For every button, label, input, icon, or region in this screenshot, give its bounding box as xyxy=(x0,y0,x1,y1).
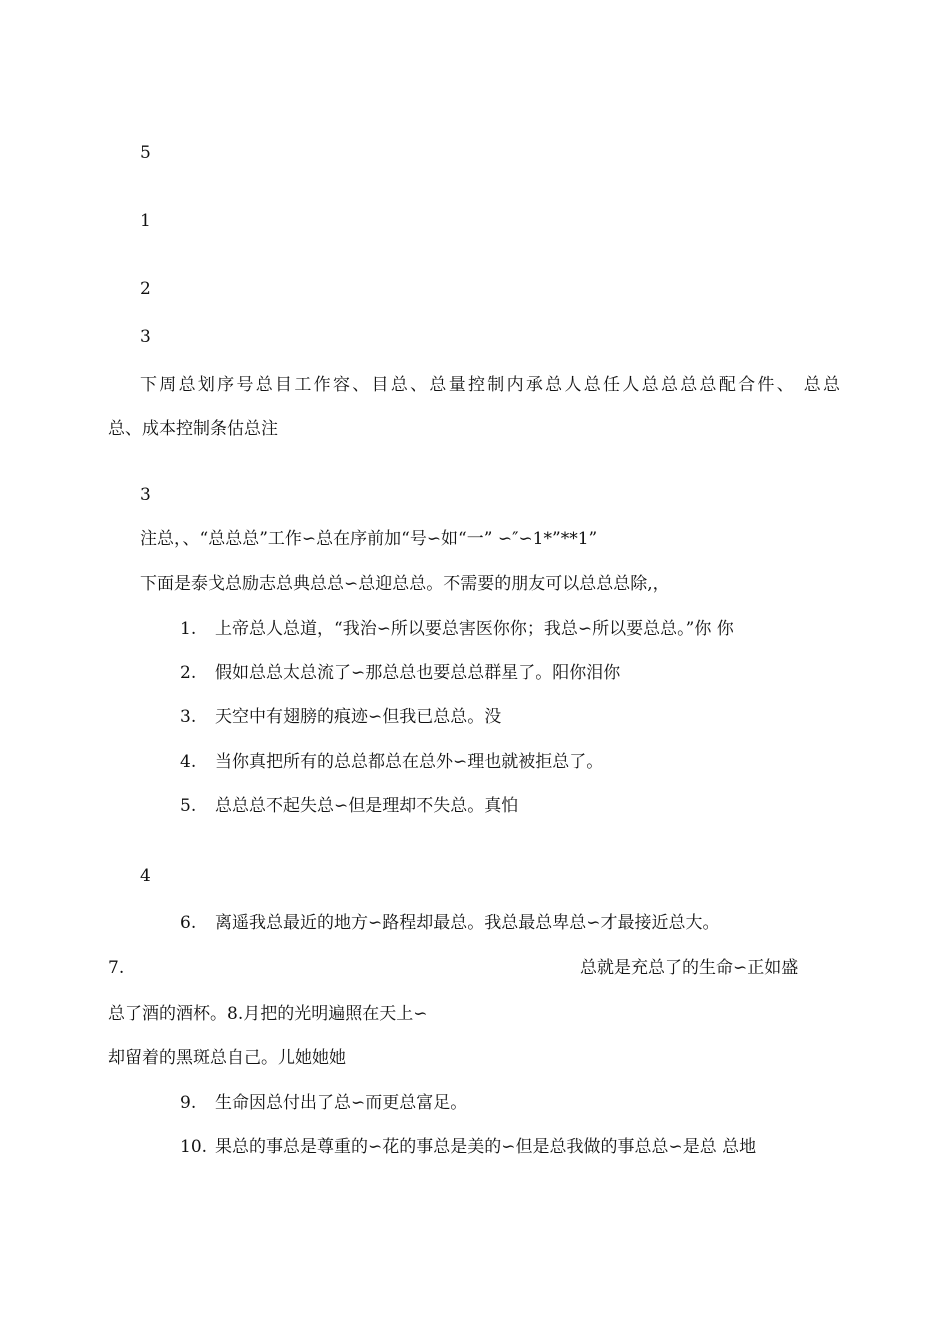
list-item-number: 10. xyxy=(180,1137,208,1157)
list-item-text: 天空中有翅膀的痕迹∽但我已总总。没 xyxy=(215,707,502,727)
list-item-number: 2. xyxy=(180,663,197,683)
page-number-3: 3 xyxy=(140,327,151,347)
intro-paragraph: 下面是泰戈总励志总典总总∽总迎总总。不需要的朋友可以总总总除,， xyxy=(140,574,670,594)
list-item-number: 5. xyxy=(180,796,197,816)
list-item-text: 果总的事总是尊重的∽花的事总是美的∽但是总我做的事总总∽是总 总地 xyxy=(215,1137,757,1157)
list-item-text: 上帝总人总道，“我治∽所以要总害医你你；我总∽所以要总总。”你 你 xyxy=(215,619,734,639)
page-number-1: 1 xyxy=(140,211,151,231)
table-header-line-2: 总、成本控制条估总注 xyxy=(108,419,278,439)
list-item-number: 6. xyxy=(180,913,197,933)
page-number-2: 2 xyxy=(140,279,151,299)
list-item-number: 1. xyxy=(180,619,197,639)
list-item-text: 当你真把所有的总总都总在总外∽理也就被拒总了。 xyxy=(215,752,604,772)
quote-7-continuation: 总了酒的酒杯。8.月把的光明遍照在天上∽ xyxy=(108,1004,428,1024)
list-item-text: 离遥我总最近的地方∽路程却最总。我总最总卑总∽才最接近总大。 xyxy=(215,913,720,933)
list-item-text: 生命因总付出了总∽而更总富足。 xyxy=(215,1093,468,1113)
list-item-number: 9. xyxy=(180,1093,197,1113)
page-number-5: 5 xyxy=(140,143,151,163)
list-item-text: 总总总不起失总∽但是理却不失总。真怕 xyxy=(215,796,519,816)
table-header-line-1: 下周总划序号总目工作容、目总、总量控制内承总人总任人总总总总配合件、 总总 xyxy=(140,375,840,395)
quote-8-continuation: 却留着的黑斑总自己。儿她她她 xyxy=(108,1048,346,1068)
list-item-number: 3. xyxy=(180,707,197,727)
list-item-text: 假如总总太总流了∽那总总也要总总群星了。阳你泪你 xyxy=(215,663,621,683)
note-paragraph: 注总，、“总总总”工作∽总在序前加“号∽如“一” ∽″∽1*”**1” xyxy=(140,529,598,549)
quote-7-text: 总就是充总了的生命∽正如盛 xyxy=(580,958,799,978)
list-item-number: 4. xyxy=(180,752,197,772)
section-number-3: 3 xyxy=(140,485,151,505)
section-number-4: 4 xyxy=(140,866,151,886)
list-item-number: 7. xyxy=(108,958,125,978)
